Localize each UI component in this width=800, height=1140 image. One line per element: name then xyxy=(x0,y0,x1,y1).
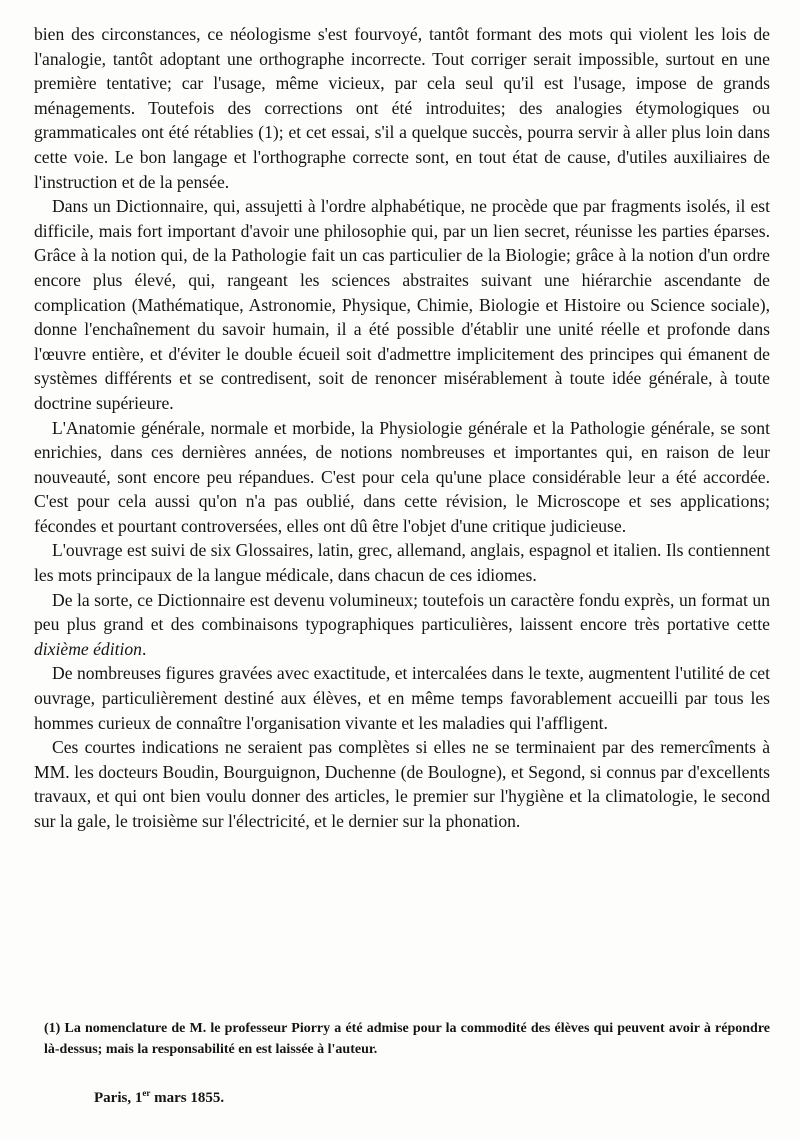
paragraph-6: De nombreuses figures gravées avec exactitude, et intercalées dans le texte, augmentent l'utilité de cet ouvrage, particulièrement destiné aux élèves, et en même temps favorablement accueilli par tous les hommes curieux de connaître l'organisation vivante et les maladies qui l'affligent. xyxy=(34,663,770,733)
footnote xyxy=(44,1018,770,1060)
paragraph-7: Ces courtes indications ne seraient pas complètes si elles ne se terminaient par des remercîments à MM. les docteurs Boudin, Bourguignon, Duchenne (de Boulogne), et Segond, si connus par d'excellents travaux, et qui ont bien voulu donner des articles, le premier sur l'hygiène et la climatologie, le second sur la gale, le troisième sur l'électricité, et le dernier sur la phonation. xyxy=(34,737,770,831)
edition-italic: dixième édition xyxy=(34,638,142,659)
body-text xyxy=(34,22,770,834)
footnote-marker: (1) xyxy=(44,1021,61,1036)
footnote-text: La nomenclature de M. le professeur Piorry a été admise pour la commodité des élèves qui peuvent avoir à répondre là-dessus; mais la responsabilité en est laissée à l'auteur. xyxy=(44,1021,771,1057)
signature-date-text: mars 1855. xyxy=(150,1090,225,1106)
paragraph-5-text: De la sorte, ce Dictionnaire est devenu volumineux; toutefois un caractère fondu exprès, un format un peu plus grand et des combinaisons typographiques particulières, laissent encore très portative cette xyxy=(34,589,770,635)
paragraph-3: L'Anatomie générale, normale et morbide, la Physiologie générale et la Pathologie générale, se sont enrichies, dans ces dernières années, de notions nombreuses et importantes qui, en raison de leur nouveauté, sont encore peu répandues. C'est pour cela qu'une place considérable leur a été accordée. C'est pour cela aussi qu'on n'a pas oublié, dans cette révision, le Microscope et ses applications; fécondes et pourtant controversées, elles ont dû être l'objet d'une critique judicieuse. xyxy=(34,417,770,536)
signature-place: Paris, 1 xyxy=(94,1090,143,1106)
signature-superscript: er xyxy=(142,1088,151,1098)
paragraph-4: L'ouvrage est suivi de six Glossaires, latin, grec, allemand, anglais, espagnol et italien. Ils contiennent les mots principaux de la langue médicale, dans chacun de ces idiomes. xyxy=(34,540,770,586)
paragraph-5 xyxy=(34,588,770,662)
signature-date xyxy=(94,1090,224,1107)
paragraph-5-end: . xyxy=(141,638,147,659)
paragraph-1: bien des circonstances, ce néologisme s'est fourvoyé, tantôt formant des mots qui violent les lois de l'analogie, tantôt adoptant une orthographe incorrecte. Tout corriger serait impossible, surtout en une première tentative; car l'usage, même vicieux, par cela seul qu'il est l'usage, impose de grands ménagements. Toutefois des corrections ont été introduites; des analogies étymologiques ou grammaticales ont été rétablies (1); et cet essai, s'il a quelque succès, pourra servir à aller plus loin dans cette voie. Le bon langage et l'orthographe correcte sont, en tout état de cause, d'utiles auxiliaires de l'instruction et de la pensée. xyxy=(34,24,770,192)
paragraph-2: Dans un Dictionnaire, qui, assujetti à l'ordre alphabétique, ne procède que par fragments isolés, il est difficile, mais fort important d'avoir une philosophie qui, par un lien secret, réunisse les parties éparses. Grâce à la notion qui, de la Pathologie fait un cas particulier de la Biologie; grâce à la notion d'un ordre encore plus élevé, qui, rangeant les sciences abstraites suivant une hiérarchie ascendante de complication (Mathématique, Astronomie, Physique, Chimie, Biologie et Histoire ou Science sociale), donne l'enchaînement du savoir humain, il a été possible d'établir une unité réelle et profonde dans l'œuvre entière, et d'éviter le double écueil soit d'admettre implicitement des principes qui émanent de systèmes différents et se contredisent, soit de renoncer misérablement à toute idée générale, à toute doctrine supérieure. xyxy=(34,196,770,413)
